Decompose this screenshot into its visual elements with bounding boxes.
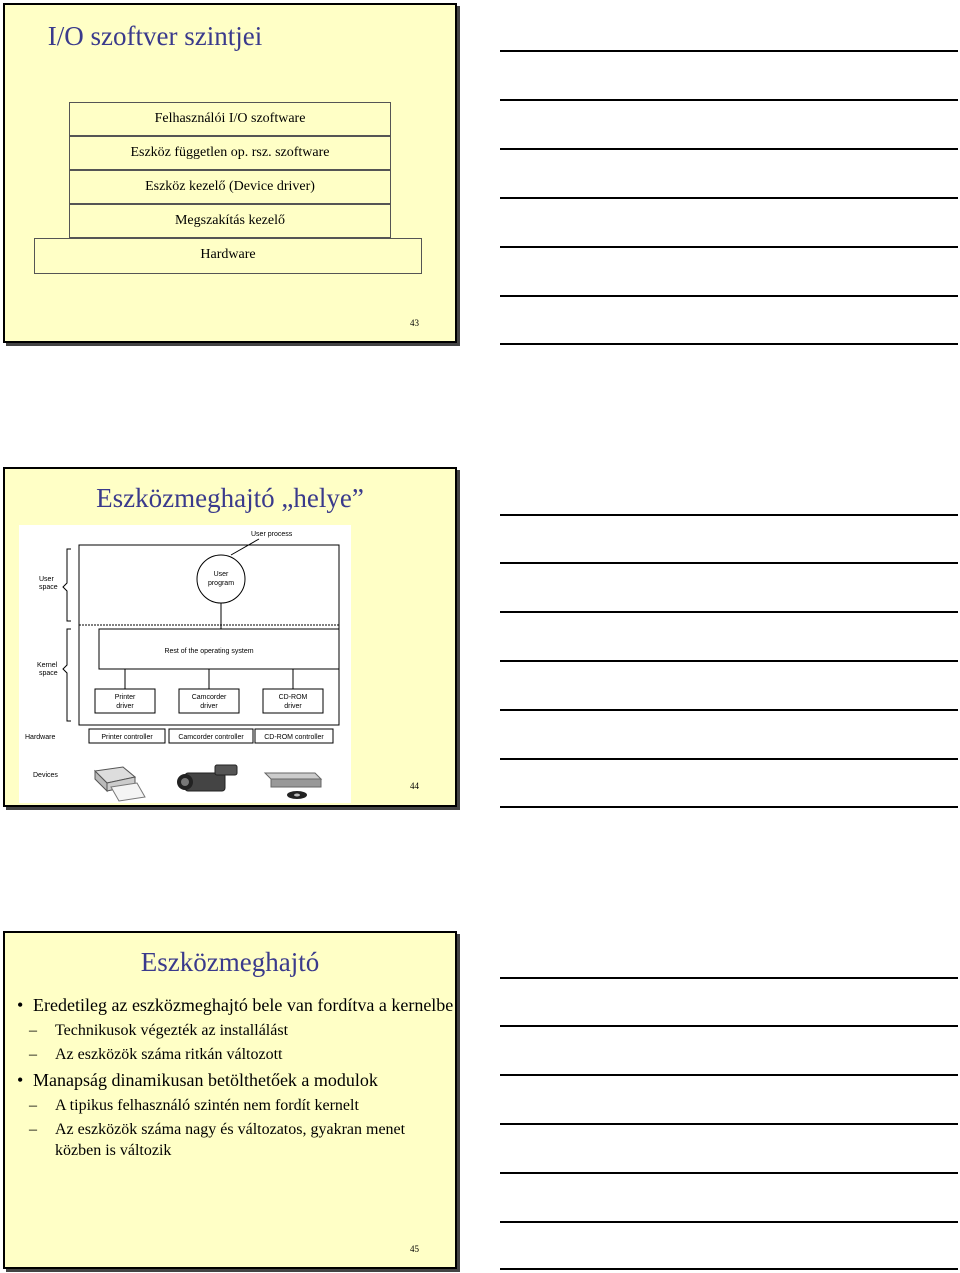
slide-43 xyxy=(3,3,457,343)
note-line xyxy=(500,977,958,979)
layer-user-io: Felhasználói I/O szoftware xyxy=(69,102,391,136)
slide-title: Eszközmeghajtó xyxy=(140,947,320,977)
camcorder-icon xyxy=(177,765,237,791)
sub-bullet-item: – Technikusok végezték az installálást xyxy=(15,1020,455,1041)
devices-label: Devices xyxy=(33,772,58,779)
user-program-circle xyxy=(197,555,245,603)
note-line xyxy=(500,99,958,101)
user-program-label-2: program xyxy=(207,580,235,587)
note-line xyxy=(500,148,958,150)
printer-driver-label: Printer xyxy=(114,694,136,701)
user-space-label: User xyxy=(39,576,54,583)
slide-45 xyxy=(3,931,457,1269)
page-number: 45 xyxy=(410,1244,419,1254)
note-line xyxy=(500,295,958,297)
camcorder-driver-label: Camcorder xyxy=(191,694,227,701)
note-line xyxy=(500,709,958,711)
cdrom-driver-label: CD-ROM xyxy=(278,694,308,701)
note-line xyxy=(500,758,958,760)
cdrom-driver-label-2: driver xyxy=(284,703,302,710)
bullet-item: • Eredetileg az eszközmeghajtó bele van fordítva a kernelbe xyxy=(15,993,455,1017)
printer-controller-label: Printer controller xyxy=(101,734,153,741)
page-number: 44 xyxy=(410,781,419,791)
page-number: 43 xyxy=(410,318,419,328)
bullet-item: • Manapság dinamikusan betölthetőek a modulok xyxy=(15,1068,455,1092)
cdrom-drive-icon xyxy=(265,773,321,799)
sub-bullet-item: – A tipikus felhasználó szintén nem fordít kernelt xyxy=(15,1095,455,1116)
note-line xyxy=(500,562,958,564)
note-line xyxy=(500,1123,958,1125)
layer-device-driver: Eszköz kezelő (Device driver) xyxy=(69,170,391,204)
note-line xyxy=(500,343,958,345)
kernel-space-brace xyxy=(63,629,71,721)
kernel-space-label-2: space xyxy=(39,670,58,677)
slide-title: Eszközmeghajtó „helye” xyxy=(96,483,364,513)
note-line xyxy=(500,806,958,808)
note-line xyxy=(500,611,958,613)
driver-location-diagram xyxy=(19,525,351,803)
camcorder-driver-label-2: driver xyxy=(200,703,218,710)
note-line xyxy=(500,1268,958,1270)
note-line xyxy=(500,50,958,52)
note-line xyxy=(500,1074,958,1076)
printer-icon xyxy=(95,767,145,801)
layer-hardware: Hardware xyxy=(34,238,422,274)
layer-interrupt-handler: Megszakítás kezelő xyxy=(69,204,391,238)
user-process-label: User process xyxy=(251,531,293,538)
sub-bullet-item: – Az eszközök száma nagy és változatos, gyakran menet közben is változik xyxy=(15,1119,455,1161)
user-program-label: User xyxy=(213,571,229,578)
layer-device-independent: Eszköz független op. rsz. szoftware xyxy=(69,136,391,170)
rest-of-os-label: Rest of the operating system xyxy=(164,648,254,655)
hardware-label: Hardware xyxy=(25,734,56,741)
user-space-brace xyxy=(63,549,71,621)
slide-title: I/O szoftver szintjei xyxy=(47,21,263,51)
user-process-arrow xyxy=(231,539,259,555)
camcorder-controller-label: Camcorder controller xyxy=(178,734,244,741)
note-line xyxy=(500,514,958,516)
note-line xyxy=(500,660,958,662)
cdrom-controller-label: CD-ROM controller xyxy=(264,734,324,741)
bullet-list xyxy=(15,993,455,1164)
kernel-space-label: Kernel xyxy=(37,662,58,669)
note-line xyxy=(500,1025,958,1027)
note-line xyxy=(500,1221,958,1223)
note-line xyxy=(500,197,958,199)
note-line xyxy=(500,1172,958,1174)
sub-bullet-item: – Az eszközök száma ritkán változott xyxy=(15,1044,455,1065)
slide-44 xyxy=(3,467,457,807)
user-space-label-2: space xyxy=(39,584,58,591)
note-line xyxy=(500,246,958,248)
printer-driver-label-2: driver xyxy=(116,703,134,710)
